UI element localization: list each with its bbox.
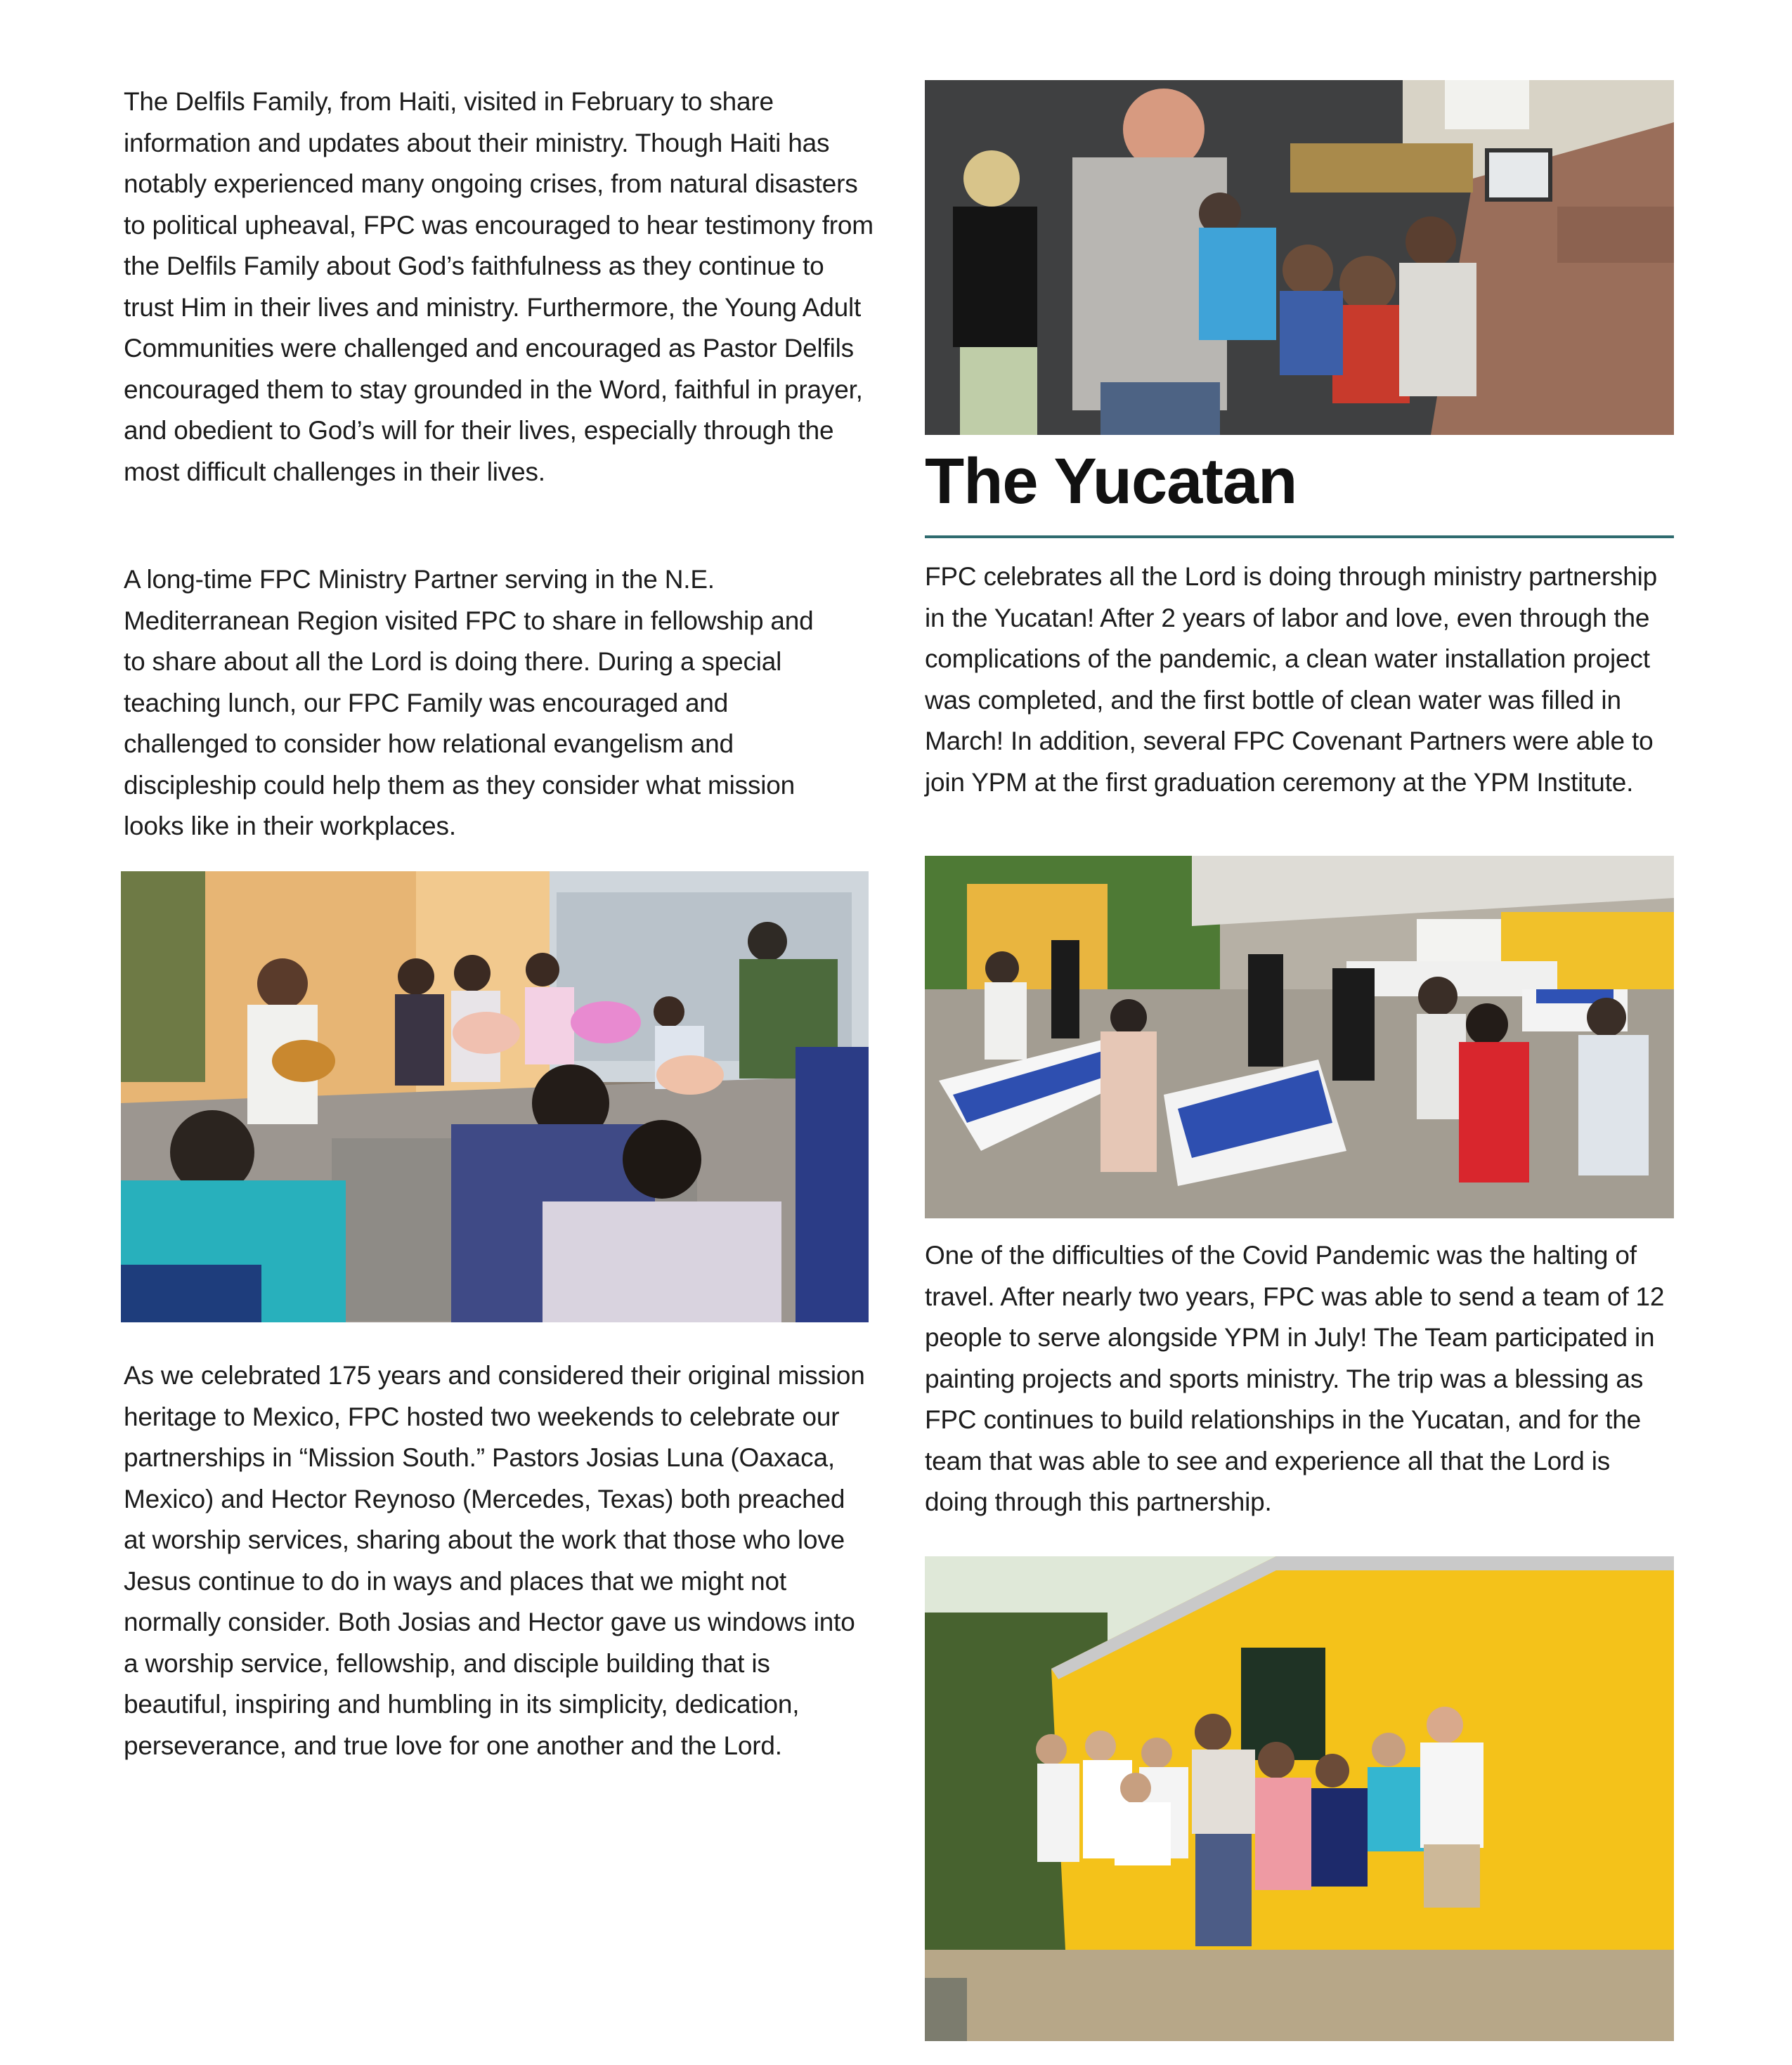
yucatan-team-photo xyxy=(925,1556,1674,2041)
handshake-photo xyxy=(925,80,1674,435)
title-divider xyxy=(925,535,1674,538)
mission-south-paragraph: As we celebrated 175 years and considered their original mission heritage to Mexico, FPC hosted two weekends to celebrate our partnerships in “Mission South.” Pastors Josias Luna (Oaxaca, Mexico) and Hector Reynoso (Mercedes, Texas) both preached at worship services, sharing about the work that those who love Jesus continue to do in ways and places that we might not normally consider. Both Josias and Hector gave us windows into a worship service, fellowship, and disciple building that is beautiful, inspiring and humbling in its simplicity, dedication, perseverance, and true love for one another and the Lord. xyxy=(124,1361,865,1760)
team-travel-paragraph: One of the difficulties of the Covid Pandemic was the halting of travel. After nearly two years, FPC was able to send a team of 12 people to serve alongside YPM in July! The Team participated in painting projects and sports ministry. The trip was a blessing as FPC continues to build relationships in the Yucatan, and for the team that was able to see and experience all that the Lord is doing through this partnership. xyxy=(925,1241,1665,1516)
clean-water-paragraph: FPC celebrates all the Lord is doing through ministry partnership in the Yucatan! After 2 years of labor and love, even through the complications of the pandemic, a clean water installation project was completed, and the first bottle of clean water was filled in March! In addition, several FPC Covenant Partners were able to join YPM at the first graduation ceremony at the YPM Institute. xyxy=(925,562,1658,797)
delfils-paragraph: The Delfils Family, from Haiti, visited in February to share information and updates about their ministry. Though Haiti has notably experienced many ongoing crises, from natural disasters to political upheaval, FPC was encouraged to hear testimony from the Delfils Family about God’s faithfulness as they continue to trust Him in their lives and ministry. Furthermore, the Young Adult Communities were challenged and encouraged as Pastor Delfils encouraged them to stay grounded in the Word, faithful in prayer, and obedient to God’s will for their lives, especially through the most difficult challenges in their lives. xyxy=(124,87,874,486)
ministry-partner-paragraph: A long-time FPC Ministry Partner serving in the N.E. Mediterranean Region visited FPC to share in fellowship and to share about all the Lord is doing there. During a special teaching lunch, our FPC Family was encouraged and challenged to consider how relational evangelism and discipleship could help them as they consider what mission looks like in their workplaces. xyxy=(124,565,814,840)
guitar-circle-photo xyxy=(121,871,869,1322)
section-title: The Yucatan xyxy=(925,445,1297,517)
graduation-photo xyxy=(925,856,1674,1218)
